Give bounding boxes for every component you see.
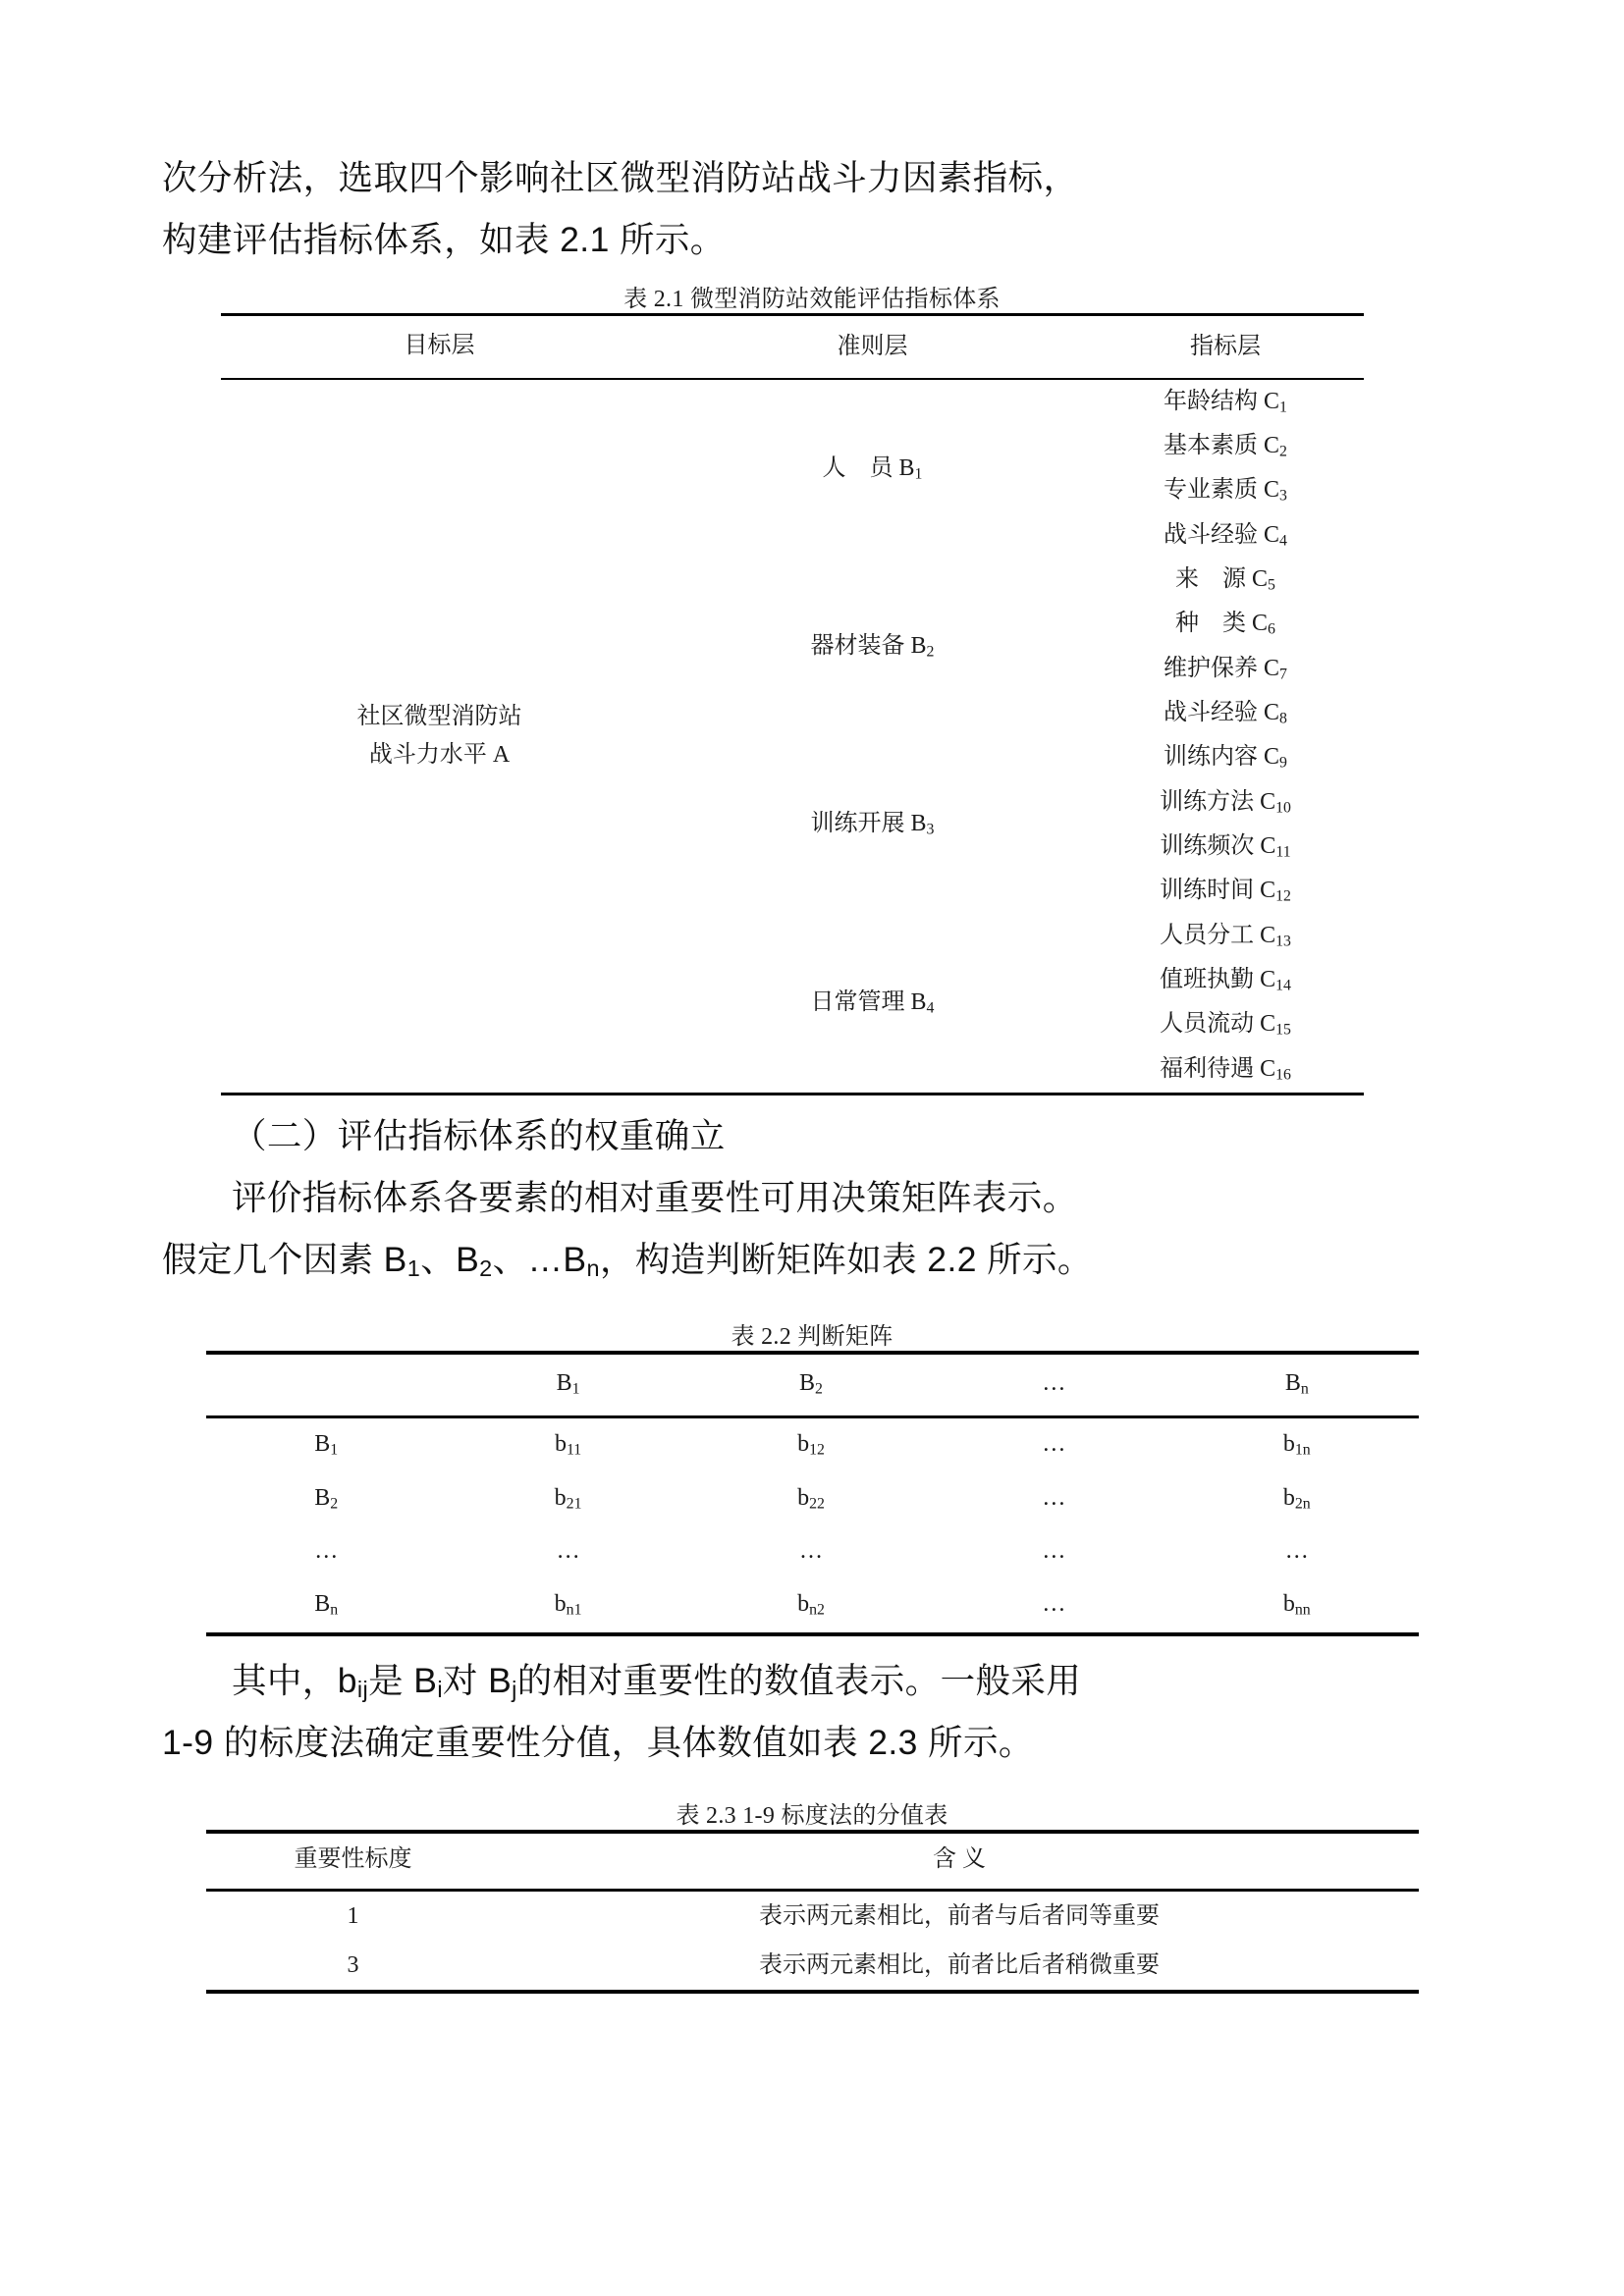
text-run: 假定几个因素 B <box>162 1239 407 1279</box>
cell-label: … <box>1042 1538 1066 1565</box>
indicator-label: 年龄结构 C <box>1164 388 1280 414</box>
matrix-cell <box>933 1578 1175 1633</box>
matrix-cell <box>1175 1525 1418 1578</box>
cell-label: … <box>1042 1484 1066 1511</box>
indicator-subscript: 10 <box>1275 799 1291 817</box>
column-header <box>689 1353 932 1417</box>
row-header <box>206 1578 447 1633</box>
indicator-label: 战斗经验 C <box>1164 700 1280 726</box>
goal-line-1: 社区微型消防站 <box>356 704 522 729</box>
criteria-subscript: 3 <box>926 821 935 838</box>
matrix-cell <box>689 1417 932 1472</box>
subscript-2: 2 <box>479 1255 493 1282</box>
table-2-2-block <box>162 1316 1462 1636</box>
row-header <box>206 1417 447 1472</box>
matrix-cell <box>447 1525 689 1578</box>
table-2-3-caption: 表 2.3 1-9 标度法的分值表 <box>676 1803 948 1830</box>
text-run: 的相对重要性的数值表示。一般采用 <box>516 1660 1082 1700</box>
indicator-label: 训练频次 C <box>1160 833 1276 860</box>
row-header-label: … <box>314 1538 339 1565</box>
paragraph-line: 评价指标体系各要素的相对重要性可用决策矩阵表示。 <box>232 1177 1078 1217</box>
section-heading: （二）评估指标体系的权重确立 <box>232 1115 726 1155</box>
text-run: 、…B <box>492 1239 587 1279</box>
matrix-cell <box>1175 1472 1418 1525</box>
criteria-subscript: 4 <box>926 999 935 1017</box>
indicator-cell <box>1087 870 1364 914</box>
goal-line-2: 战斗力水平 A <box>368 741 511 768</box>
cell-label: b <box>554 1431 567 1458</box>
indicator-subscript: 7 <box>1279 666 1287 683</box>
row-header-label: B <box>314 1431 331 1458</box>
cell-label: b <box>797 1484 810 1511</box>
table-row <box>206 1417 1419 1472</box>
indicator-label: 训练时间 C <box>1160 878 1276 904</box>
indicator-subscript: 4 <box>1279 532 1287 550</box>
header-label: … <box>1042 1370 1066 1397</box>
indicator-subscript: 12 <box>1275 887 1291 905</box>
indicator-label: 训练内容 C <box>1164 744 1280 771</box>
indicator-cell <box>1087 736 1364 780</box>
table-row <box>206 1891 1419 1942</box>
matrix-cell <box>689 1525 932 1578</box>
table-2-2-caption: 表 2.2 判断矩阵 <box>731 1324 893 1351</box>
paragraph-line-2: 1-9 的标度法确定重要性分值，具体数值如表 2.3 所示。 <box>162 1722 1034 1762</box>
cell-label: b <box>554 1591 567 1618</box>
cell-label: b <box>1282 1591 1295 1618</box>
indicator-cell <box>1087 1047 1364 1094</box>
table-row-header <box>206 1353 1419 1417</box>
cell-subscript: 11 <box>566 1441 582 1459</box>
indicator-cell <box>1087 692 1364 736</box>
indicator-subscript: 2 <box>1279 443 1287 460</box>
paragraph-line-2 <box>162 1239 1093 1282</box>
cell-subscript: nn <box>1294 1601 1311 1619</box>
cell-label: … <box>1042 1591 1066 1618</box>
text-run: 其中，b <box>232 1660 357 1700</box>
subscript-i: i <box>437 1676 443 1702</box>
column-header <box>933 1353 1175 1417</box>
criteria-cell-b2 <box>658 559 1087 736</box>
table-2-3-block <box>162 1795 1462 1994</box>
paragraph-line: 次分析法，选取四个影响社区微型消防站战斗力因素指标， <box>162 158 1079 197</box>
indicator-subscript: 6 <box>1268 620 1275 638</box>
matrix-cell <box>689 1578 932 1633</box>
indicator-subscript: 15 <box>1275 1021 1291 1039</box>
indicator-label: 战斗经验 C <box>1164 521 1280 548</box>
corner-cell <box>206 1353 447 1417</box>
matrix-cell <box>933 1417 1175 1472</box>
indicator-label: 维护保养 C <box>1164 655 1280 681</box>
row-header-subscript: 1 <box>330 1441 339 1459</box>
cell-subscript: n2 <box>809 1601 825 1619</box>
header-subscript: n <box>1300 1380 1309 1398</box>
cell-label: … <box>1042 1431 1066 1458</box>
row-header-subscript: 2 <box>330 1495 339 1513</box>
meaning-text: 表示两元素相比，前者与后者同等重要 <box>759 1903 1160 1930</box>
cell-label: b <box>1282 1484 1295 1511</box>
indicator-cell <box>1087 647 1364 691</box>
criteria-label: 训练开展 B <box>810 811 927 837</box>
indicator-cell <box>1087 469 1364 513</box>
meaning-text: 表示两元素相比，前者比后者稍微重要 <box>759 1952 1160 1979</box>
row-header <box>206 1525 447 1578</box>
table-2-2 <box>206 1351 1419 1636</box>
column-header-criteria: 准则层 <box>837 333 908 359</box>
cell-label: b <box>1282 1431 1295 1458</box>
criteria-label: 人 员 B <box>822 454 915 481</box>
table-row-header <box>221 315 1364 379</box>
scale-value: 3 <box>347 1952 359 1979</box>
indicator-cell <box>1087 379 1364 424</box>
row-header-label: B <box>314 1591 331 1618</box>
indicator-cell <box>1087 780 1364 825</box>
cell-subscript: n1 <box>566 1601 582 1619</box>
text-run: 是 B <box>368 1660 438 1700</box>
subscript-n: n <box>586 1255 600 1282</box>
matrix-cell <box>1175 1578 1418 1633</box>
indicator-label: 基本素质 C <box>1164 433 1280 459</box>
indicator-cell <box>1087 959 1364 1003</box>
cell-subscript: 22 <box>809 1495 825 1513</box>
criteria-label: 日常管理 B <box>810 988 927 1015</box>
column-header-meaning: 含 义 <box>933 1846 986 1873</box>
table-row <box>221 379 1364 424</box>
table-row <box>206 1578 1419 1633</box>
column-header <box>1175 1353 1418 1417</box>
indicator-subscript: 8 <box>1279 710 1287 727</box>
cell-label: b <box>797 1591 810 1618</box>
indicator-subscript: 16 <box>1275 1066 1291 1084</box>
paragraph-line: 构建评估指标体系，如表 2.1 所示。 <box>162 220 726 260</box>
matrix-cell <box>1175 1417 1418 1472</box>
cell-label: b <box>797 1431 810 1458</box>
table-row <box>206 1525 1419 1578</box>
column-header <box>447 1353 689 1417</box>
cell-label: … <box>798 1538 823 1565</box>
indicator-subscript: 9 <box>1279 754 1287 772</box>
indicator-subscript: 1 <box>1279 399 1287 416</box>
table-row <box>206 1472 1419 1525</box>
subscript-j: j <box>512 1676 517 1702</box>
criteria-cell-b3 <box>658 736 1087 914</box>
indicator-cell <box>1087 603 1364 647</box>
indicator-subscript: 11 <box>1275 843 1291 861</box>
table-2-3 <box>206 1830 1419 1994</box>
subscript-1: 1 <box>406 1255 421 1282</box>
table-row <box>206 1941 1419 1992</box>
indicator-subscript: 5 <box>1268 576 1275 594</box>
criteria-subscript: 1 <box>914 465 923 483</box>
criteria-label: 器材装备 B <box>810 633 927 660</box>
column-header-scale: 重要性标度 <box>294 1846 412 1873</box>
cell-subscript: 1n <box>1294 1441 1311 1459</box>
header-subscript: 2 <box>815 1380 823 1398</box>
indicator-cell <box>1087 425 1364 469</box>
row-header-label: B <box>314 1484 331 1511</box>
criteria-cell-b1 <box>658 379 1087 558</box>
indicator-subscript: 13 <box>1275 933 1291 950</box>
indicator-label: 种 类 C <box>1175 611 1269 637</box>
subscript-ij: ij <box>356 1676 369 1702</box>
indicator-cell <box>1087 559 1364 603</box>
matrix-cell <box>933 1472 1175 1525</box>
text-run: ，构造判断矩阵如表 2.2 所示。 <box>599 1239 1093 1279</box>
matrix-cell <box>933 1525 1175 1578</box>
indicator-label: 人员流动 C <box>1160 1011 1276 1038</box>
criteria-cell-b4 <box>658 914 1087 1094</box>
header-label: B <box>799 1370 816 1397</box>
indicator-subscript: 14 <box>1275 977 1291 994</box>
header-subscript: 1 <box>571 1380 580 1398</box>
header-label: B <box>556 1370 572 1397</box>
indicator-label: 值班执勤 C <box>1160 967 1276 993</box>
indicator-cell <box>1087 914 1364 958</box>
indicator-subscript: 3 <box>1279 487 1287 505</box>
indicator-label: 专业素质 C <box>1164 477 1280 504</box>
scale-value: 1 <box>347 1903 359 1930</box>
indicator-label: 福利待遇 C <box>1160 1055 1276 1082</box>
matrix-cell <box>447 1472 689 1525</box>
cell-label: … <box>556 1538 580 1565</box>
cell-label: … <box>1284 1538 1309 1565</box>
criteria-subscript: 2 <box>926 643 935 661</box>
indicator-cell <box>1087 513 1364 558</box>
table-2-1-block <box>162 279 1462 1095</box>
cell-subscript: 12 <box>809 1441 825 1459</box>
paragraph-continuation <box>162 147 1462 271</box>
table-2-1-caption: 表 2.1 微型消防站效能评估指标体系 <box>623 287 1001 313</box>
paragraph-line-1 <box>162 1650 1081 1712</box>
text-run: 对 B <box>442 1660 513 1700</box>
matrix-cell <box>447 1417 689 1472</box>
cell-subscript: 2n <box>1294 1495 1311 1513</box>
column-header-indicator: 指标层 <box>1190 333 1261 359</box>
row-header <box>206 1472 447 1525</box>
spacer <box>162 1095 1462 1105</box>
indicator-cell <box>1087 826 1364 870</box>
header-label: B <box>1284 1370 1301 1397</box>
row-header-subscript: n <box>330 1601 339 1619</box>
table-row-header <box>206 1832 1419 1891</box>
indicator-cell <box>1087 1003 1364 1047</box>
matrix-cell <box>447 1578 689 1633</box>
cell-subscript: 21 <box>566 1495 582 1513</box>
indicator-label: 人员分工 C <box>1160 922 1276 948</box>
goal-layer-cell <box>221 379 658 1094</box>
column-header-goal: 目标层 <box>404 333 475 359</box>
paragraph-scale <box>162 1650 1462 1774</box>
indicator-label: 训练方法 C <box>1160 788 1276 815</box>
indicator-label: 来 源 C <box>1175 566 1269 593</box>
matrix-cell <box>689 1472 932 1525</box>
text-run: 、B <box>420 1239 480 1279</box>
paragraph-weights <box>162 1167 1462 1291</box>
table-2-1 <box>221 313 1364 1095</box>
cell-label: b <box>554 1484 567 1511</box>
